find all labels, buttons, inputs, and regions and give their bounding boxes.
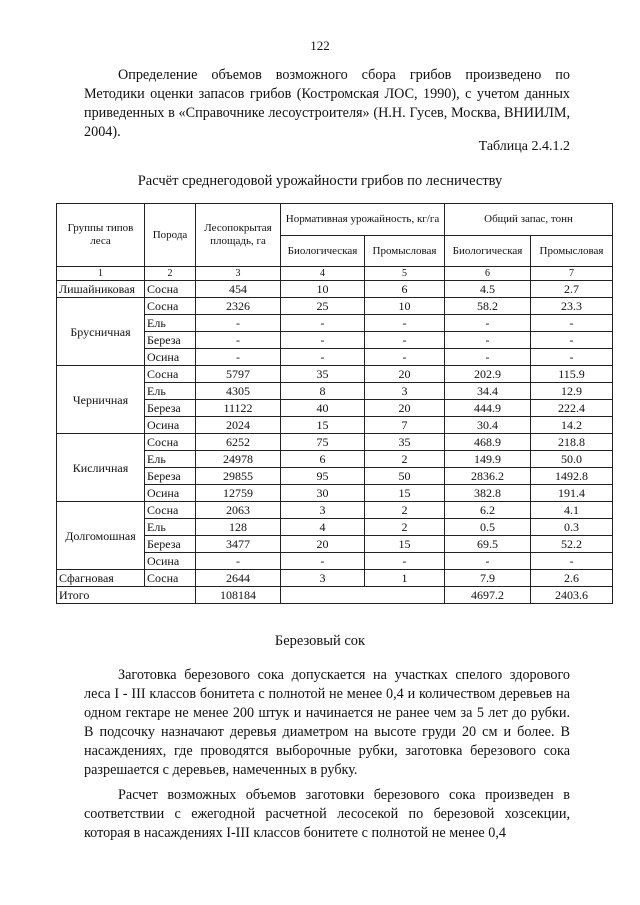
table-row bbox=[57, 434, 613, 451]
header-species: Порода bbox=[145, 204, 196, 267]
cell-stock-comm: 12.9 bbox=[531, 383, 613, 400]
cell-stock-comm: 2.6 bbox=[531, 570, 613, 587]
cell-norm-comm: 7 bbox=[365, 417, 445, 434]
col-number: 4 bbox=[281, 267, 365, 281]
cell-area: 2644 bbox=[196, 570, 281, 587]
cell-norm-comm: 50 bbox=[365, 468, 445, 485]
col-number: 2 bbox=[145, 267, 196, 281]
cell-norm-comm: 6 bbox=[365, 281, 445, 298]
cell-norm-comm: - bbox=[365, 349, 445, 366]
cell-norm-bio: 3 bbox=[281, 570, 365, 587]
total-row bbox=[57, 587, 613, 604]
cell-stock-bio: 58.2 bbox=[445, 298, 531, 315]
cell-species: Сосна bbox=[145, 502, 196, 519]
cell-norm-comm: 3 bbox=[365, 383, 445, 400]
cell-norm-bio: 15 bbox=[281, 417, 365, 434]
total-empty bbox=[281, 587, 445, 604]
cell-stock-bio: 0.5 bbox=[445, 519, 531, 536]
header-stock-bio: Биологическая bbox=[445, 236, 531, 267]
cell-stock-bio: 202.9 bbox=[445, 366, 531, 383]
cell-norm-comm: - bbox=[365, 553, 445, 570]
cell-stock-bio: 468.9 bbox=[445, 434, 531, 451]
cell-norm-bio: 75 bbox=[281, 434, 365, 451]
cell-area: 3477 bbox=[196, 536, 281, 553]
cell-area: 4305 bbox=[196, 383, 281, 400]
cell-norm-bio: 8 bbox=[281, 383, 365, 400]
cell-stock-bio: 149.9 bbox=[445, 451, 531, 468]
cell-stock-comm: 191.4 bbox=[531, 485, 613, 502]
header-area: Лесопокрытая площадь, га bbox=[196, 204, 281, 267]
forest-type-group-cell: Кисличная bbox=[57, 434, 145, 502]
cell-area: 12759 bbox=[196, 485, 281, 502]
cell-stock-bio: 7.9 bbox=[445, 570, 531, 587]
table-row bbox=[57, 366, 613, 383]
cell-stock-bio: - bbox=[445, 315, 531, 332]
body-paragraph: Расчет возможных объемов заготовки березового сока произведен в соответствии с ежегодной расчетной лесосекой по березовой хозсекции, которая в насаждениях I-III классов бонитете с полнотой не менее 0,4 bbox=[84, 787, 570, 841]
cell-stock-comm: 4.1 bbox=[531, 502, 613, 519]
cell-species: Береза bbox=[145, 332, 196, 349]
cell-area: 454 bbox=[196, 281, 281, 298]
cell-stock-bio: 2836.2 bbox=[445, 468, 531, 485]
header-group: Группы типов леса bbox=[57, 204, 145, 267]
total-stock-bio: 4697.2 bbox=[445, 587, 531, 604]
col-number: 5 bbox=[365, 267, 445, 281]
page-number: 122 bbox=[310, 38, 330, 53]
cell-area: 29855 bbox=[196, 468, 281, 485]
cell-stock-bio: 444.9 bbox=[445, 400, 531, 417]
total-label: Итого bbox=[57, 587, 196, 604]
cell-norm-comm: - bbox=[365, 315, 445, 332]
cell-stock-comm: - bbox=[531, 553, 613, 570]
cell-norm-bio: 40 bbox=[281, 400, 365, 417]
cell-area: 6252 bbox=[196, 434, 281, 451]
table-label: Таблица 2.4.1.2 bbox=[478, 139, 570, 154]
cell-species: Ель bbox=[145, 451, 196, 468]
mushroom-yield-table bbox=[56, 203, 613, 604]
cell-stock-comm: 52.2 bbox=[531, 536, 613, 553]
header-stock-comm: Промысловая bbox=[531, 236, 613, 267]
cell-stock-comm: 0.3 bbox=[531, 519, 613, 536]
cell-norm-bio: 25 bbox=[281, 298, 365, 315]
cell-stock-comm: 222.4 bbox=[531, 400, 613, 417]
cell-stock-comm: - bbox=[531, 349, 613, 366]
cell-area: - bbox=[196, 332, 281, 349]
cell-species: Сосна bbox=[145, 298, 196, 315]
cell-species: Сосна bbox=[145, 281, 196, 298]
cell-norm-comm: 2 bbox=[365, 502, 445, 519]
cell-species: Береза bbox=[145, 400, 196, 417]
table-row bbox=[57, 570, 613, 587]
cell-stock-bio: 6.2 bbox=[445, 502, 531, 519]
cell-norm-bio: - bbox=[281, 553, 365, 570]
col-number: 6 bbox=[445, 267, 531, 281]
cell-norm-bio: - bbox=[281, 349, 365, 366]
forest-type-group-cell: Брусничная bbox=[57, 298, 145, 366]
cell-species: Береза bbox=[145, 468, 196, 485]
total-stock-comm: 2403.6 bbox=[531, 587, 613, 604]
col-number: 7 bbox=[531, 267, 613, 281]
cell-area: - bbox=[196, 315, 281, 332]
cell-area: 2024 bbox=[196, 417, 281, 434]
header-total-stock: Общий запас, тонн bbox=[445, 204, 613, 236]
forest-type-group-cell: Долгомошная bbox=[57, 502, 145, 570]
body-paragraph: Заготовка березового сока допускается на участках спелого здорового леса I - III классов бонитета с полнотой не менее 0,4 и количеством деревьев на одном гектаре не менее 200 штук и начинается не ранее чем за 5 лет до рубки. В подсочку назначают деревья диаметром на высоте груди 20 см и более. В насаждениях, где проводятся выборочные рубки, заготовка березового сока разрешается с деревьев, намеченных в рубку. bbox=[84, 667, 570, 778]
cell-norm-bio: 10 bbox=[281, 281, 365, 298]
cell-species: Сосна bbox=[145, 570, 196, 587]
table-body bbox=[57, 281, 613, 604]
cell-norm-comm: 2 bbox=[365, 519, 445, 536]
cell-norm-comm: 20 bbox=[365, 400, 445, 417]
cell-norm-bio: - bbox=[281, 332, 365, 349]
cell-species: Осина bbox=[145, 417, 196, 434]
cell-norm-bio: 20 bbox=[281, 536, 365, 553]
cell-area: 11122 bbox=[196, 400, 281, 417]
cell-stock-comm: 218.8 bbox=[531, 434, 613, 451]
cell-species: Ель bbox=[145, 383, 196, 400]
cell-species: Ель bbox=[145, 315, 196, 332]
cell-norm-comm: 15 bbox=[365, 485, 445, 502]
cell-area: 2326 bbox=[196, 298, 281, 315]
cell-norm-bio: 95 bbox=[281, 468, 365, 485]
cell-stock-bio: - bbox=[445, 349, 531, 366]
cell-norm-bio: - bbox=[281, 315, 365, 332]
header-norm-comm: Промысловая bbox=[365, 236, 445, 267]
table-row bbox=[57, 281, 613, 298]
cell-norm-comm: 20 bbox=[365, 366, 445, 383]
cell-norm-bio: 6 bbox=[281, 451, 365, 468]
cell-stock-comm: 115.9 bbox=[531, 366, 613, 383]
cell-stock-comm: - bbox=[531, 332, 613, 349]
cell-species: Осина bbox=[145, 485, 196, 502]
cell-area: 2063 bbox=[196, 502, 281, 519]
cell-species: Сосна bbox=[145, 366, 196, 383]
cell-norm-comm: - bbox=[365, 332, 445, 349]
cell-stock-comm: 23.3 bbox=[531, 298, 613, 315]
cell-norm-bio: 4 bbox=[281, 519, 365, 536]
cell-stock-bio: - bbox=[445, 553, 531, 570]
cell-species: Осина bbox=[145, 349, 196, 366]
header-norm-bio: Биологическая bbox=[281, 236, 365, 267]
cell-norm-comm: 2 bbox=[365, 451, 445, 468]
cell-stock-comm: 1492.8 bbox=[531, 468, 613, 485]
cell-area: 24978 bbox=[196, 451, 281, 468]
forest-type-group-cell: Сфагновая bbox=[57, 570, 145, 587]
cell-species: Ель bbox=[145, 519, 196, 536]
table-row bbox=[57, 502, 613, 519]
total-area: 108184 bbox=[196, 587, 281, 604]
cell-stock-comm: 2.7 bbox=[531, 281, 613, 298]
cell-stock-bio: 382.8 bbox=[445, 485, 531, 502]
cell-norm-bio: 35 bbox=[281, 366, 365, 383]
table-title: Расчёт среднегодовой урожайности грибов по лесничеству bbox=[137, 173, 503, 189]
table-row bbox=[57, 298, 613, 315]
col-number: 1 bbox=[57, 267, 145, 281]
cell-area: 128 bbox=[196, 519, 281, 536]
cell-stock-bio: 69.5 bbox=[445, 536, 531, 553]
cell-species: Береза bbox=[145, 536, 196, 553]
forest-type-group-cell: Лишайниковая bbox=[57, 281, 145, 298]
cell-area: - bbox=[196, 553, 281, 570]
cell-norm-comm: 1 bbox=[365, 570, 445, 587]
cell-stock-bio: - bbox=[445, 332, 531, 349]
cell-norm-comm: 10 bbox=[365, 298, 445, 315]
cell-stock-comm: 14.2 bbox=[531, 417, 613, 434]
cell-stock-comm: 50.0 bbox=[531, 451, 613, 468]
cell-norm-bio: 3 bbox=[281, 502, 365, 519]
cell-norm-comm: 15 bbox=[365, 536, 445, 553]
cell-stock-bio: 30.4 bbox=[445, 417, 531, 434]
section-heading: Березовый сок bbox=[274, 633, 366, 649]
header-norm-yield: Нормативная урожайность, кг/га bbox=[281, 204, 445, 236]
cell-norm-bio: 30 bbox=[281, 485, 365, 502]
cell-species: Осина bbox=[145, 553, 196, 570]
cell-area: - bbox=[196, 349, 281, 366]
intro-paragraph: Определение объемов возможного сбора грибов произведено по Методики оценки запасов грибов (Костромская ЛОС, 1990), с учетом данных приведенных в «Справочнике лесоустроителя» (Н.Н. Гусев, Москва, ВНИИЛМ, 2004). bbox=[84, 67, 570, 140]
col-number: 3 bbox=[196, 267, 281, 281]
cell-area: 5797 bbox=[196, 366, 281, 383]
cell-norm-comm: 35 bbox=[365, 434, 445, 451]
forest-type-group-cell: Черничная bbox=[57, 366, 145, 434]
cell-stock-bio: 4.5 bbox=[445, 281, 531, 298]
cell-species: Сосна bbox=[145, 434, 196, 451]
cell-stock-comm: - bbox=[531, 315, 613, 332]
cell-stock-bio: 34.4 bbox=[445, 383, 531, 400]
